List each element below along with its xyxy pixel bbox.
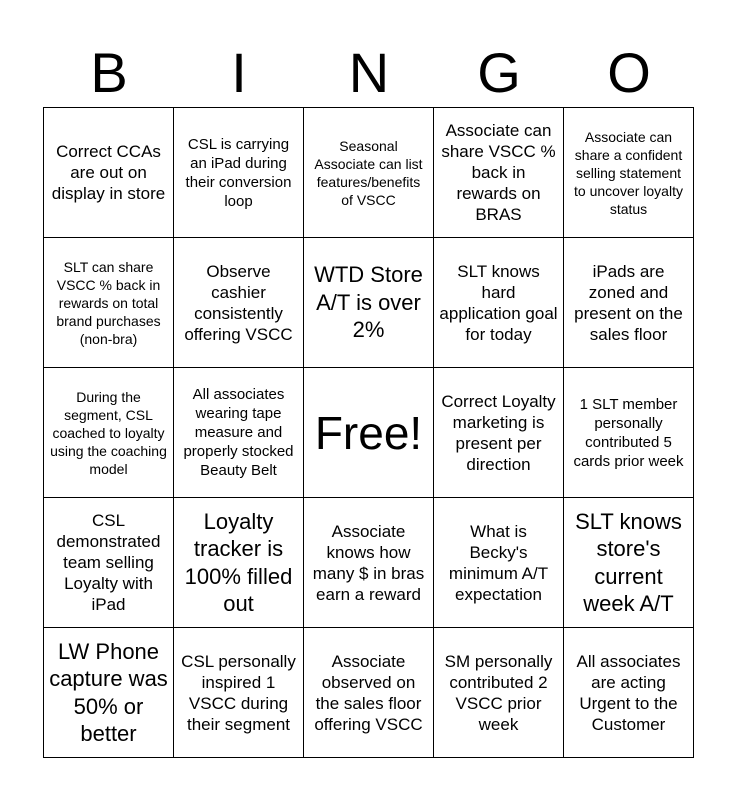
cell-text: 1 SLT member personally contributed 5 cards prior week: [573, 395, 684, 470]
free-space[interactable]: [304, 368, 434, 498]
bingo-cell[interactable]: [174, 238, 304, 368]
bingo-cell[interactable]: [564, 368, 694, 498]
cell-text: Observe cashier consistently offering VSCC: [184, 261, 293, 344]
bingo-cell[interactable]: [434, 368, 564, 498]
bingo-header: [44, 40, 694, 106]
cell-text: WTD Store A/T is over 2%: [314, 262, 423, 343]
cell-text: SLT knows store's current week A/T: [575, 508, 682, 616]
cell-text: Free!: [314, 406, 423, 459]
cell-text: Associate knows how many $ in bras earn a reward: [312, 521, 425, 604]
bingo-cell[interactable]: [44, 368, 174, 498]
cell-text: Loyalty tracker is 100% filled out: [184, 508, 293, 616]
bingo-cell[interactable]: [44, 238, 174, 368]
bingo-cell[interactable]: [174, 628, 304, 758]
cell-text: Associate observed on the sales floor offering VSCC: [314, 651, 423, 734]
bingo-cell[interactable]: [564, 628, 694, 758]
cell-text: CSL demonstrated team selling Loyalty with iPad: [56, 511, 161, 614]
header-letter-b: B: [90, 41, 128, 104]
cell-text: iPads are zoned and present on the sales floor: [574, 261, 683, 344]
cell-text: Associate can share a confident selling statement to uncover loyalty status: [574, 128, 683, 217]
cell-text: CSL personally inspired 1 VSCC during their segment: [181, 651, 296, 734]
bingo-cell[interactable]: [44, 628, 174, 758]
bingo-board: [43, 107, 694, 758]
cell-text: All associates are acting Urgent to the Customer: [576, 651, 681, 734]
bingo-cell[interactable]: [44, 498, 174, 628]
cell-text: All associates wearing tape measure and properly stocked Beauty Belt: [183, 386, 294, 479]
cell-text: SM personally contributed 2 VSCC prior week: [444, 651, 553, 734]
header-letter-g: G: [477, 41, 521, 104]
header-letter-i: I: [231, 41, 247, 104]
bingo-cell[interactable]: [304, 628, 434, 758]
cell-text: SLT can share VSCC % back in rewards on total brand purchases (non-bra): [56, 258, 161, 347]
cell-text: Seasonal Associate can list features/benefits of VSCC: [314, 137, 423, 208]
bingo-cell[interactable]: [304, 108, 434, 238]
bingo-cell[interactable]: [174, 368, 304, 498]
cell-text: Associate can share VSCC % back in rewards on BRAS: [441, 121, 556, 224]
cell-text: SLT knows hard application goal for today: [439, 261, 558, 344]
cell-text: LW Phone capture was 50% or better: [49, 638, 168, 746]
bingo-cell[interactable]: [174, 498, 304, 628]
bingo-cell[interactable]: [44, 108, 174, 238]
cell-text: CSL is carrying an iPad during their conversion loop: [185, 135, 292, 210]
bingo-cell[interactable]: [434, 238, 564, 368]
bingo-cell[interactable]: [174, 108, 304, 238]
header-letter-o: O: [607, 41, 651, 104]
cell-text: During the segment, CSL coached to loyalty using the coaching model: [50, 388, 167, 477]
bingo-cell[interactable]: [434, 498, 564, 628]
bingo-cell[interactable]: [564, 498, 694, 628]
bingo-cell[interactable]: [304, 238, 434, 368]
cell-text: What is Becky's minimum A/T expectation: [448, 521, 549, 604]
header-letter-n: N: [348, 41, 390, 104]
bingo-cell[interactable]: [564, 108, 694, 238]
bingo-cell[interactable]: [564, 238, 694, 368]
cell-text: Correct CCAs are out on display in store: [51, 142, 166, 203]
cell-text: Correct Loyalty marketing is present per direction: [441, 391, 556, 474]
bingo-cell[interactable]: [304, 498, 434, 628]
bingo-cell[interactable]: [434, 628, 564, 758]
bingo-cell[interactable]: [434, 108, 564, 238]
